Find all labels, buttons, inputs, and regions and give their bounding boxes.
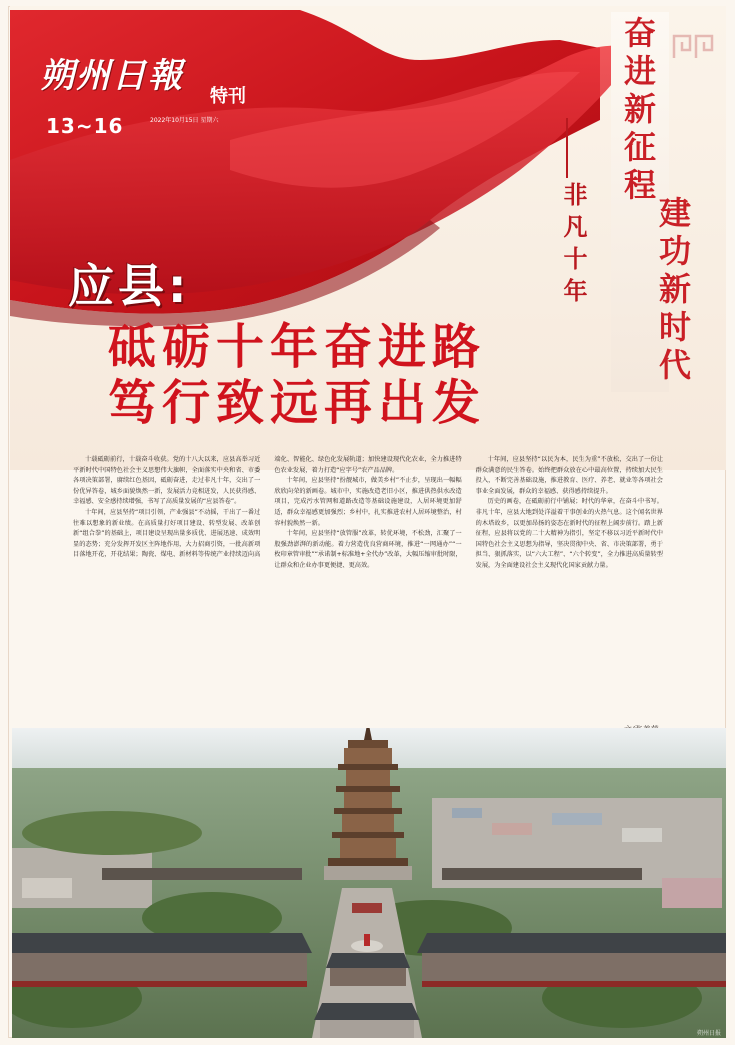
county-label: 应县: [68, 259, 191, 313]
subtitle-dash [566, 118, 568, 178]
article-paragraph: 十年间，应县坚持“项目引领，产业强县”不动摇，干出了一番过往难以想象的新业绩。在高质量打好项目建设、转型发展、改革创新“组合拳”的基础上，项目建设呈现出量多质优、进展迅速、成效明显的态势；充分发挥开发区主阵地作用，大力招商引资，一批高新项目落地开花，开花结果；陶瓷、煤电、新材料等传统产业持续迈向高端化、智能化、绿色化发展轨道；加快建设现代化农业，全力推进特色农业发展，着力打造“应字号”农产品品牌。 [73, 456, 462, 559]
article-body [73, 455, 663, 710]
motto-line-2: 建功新时代 [654, 196, 692, 386]
article-paragraph: 十年间，应县坚持“放管服”改革，转优环境，不松劲，汇聚了一股强劲澎湃的新动能。着力营造优良营商环境，推进“一网通办”“一枚印章管审批”“承诺制+标准地+全代办”改革，大幅压缩审批时限，让群众和企业办事更便捷、更高效。 [274, 530, 462, 569]
subtitle-vertical: 非凡十年 [559, 182, 588, 310]
fret-pattern-icon [672, 32, 714, 60]
motto-line-1: 奋进新征程 [619, 16, 657, 206]
article-paragraph: 十年间，应县坚持“以民为本，民生为重”不放松，交出了一份让群众满意的民生答卷。始终把群众放在心中最高位置，持续加大民生投入，不断完善基础设施，推进教育、医疗、养老、就业等各项社会事业全面发展，群众的幸福感、获得感持续提升。 [475, 456, 663, 495]
article-paragraph: 历史的画卷，在砥砺前行中铺展；时代的华章，在奋斗中书写。非凡十年，应县大地到处洋溢着干事创业的火热气息。这个闻名世界的木塔故乡，以更加昂扬的姿态在新时代的征程上阔步前行。踏上新征程，应县将以党的二十大精神为指引，坚定不移以习近平新时代中国特色社会主义思想为指导，坚决贯彻中央、省、市决策部署，勇于担当、狠抓落实，以“六大工程”、“六个转变”，全力推进高质量转型发展，为全面建设社会主义现代化国家贡献力量。 [475, 498, 663, 569]
special-issue-tag: 特刊 [210, 86, 246, 107]
headline-line-1: 砥砺十年奋进路 [108, 319, 487, 375]
watermark: 朔州日报 [696, 1030, 721, 1037]
article-paragraph: 十年间，应县坚持“扮靓城市，做美乡村”不止步，呈现出一幅幅欣欣向荣的新画卷。城市中，实施改造老旧小区，推进供热供水改造项目，完成污水管网和道路改造等基础设施建设，人居环境更加舒适，群众幸福感更加强烈；乡村中，扎实推进农村人居环境整治，村容村貌焕然一新。 [274, 477, 462, 527]
dateline: 2022年10月15日 星期六 [150, 117, 219, 124]
masthead-title: 朔州日報 [40, 56, 184, 96]
page-range: 13~16 [46, 114, 124, 138]
headline-line-2: 笃行致远再出发 [108, 375, 487, 431]
article-paragraph: 十载砥砺前行，十载奋斗收获。党的十八大以来，应县高举习近平新时代中国特色社会主义思想伟大旗帜，全面落实中央和省、市委各项决策部署，赓续红色基因，砥砺奋进，走过非凡十年，交出了一份优异答卷，城乡面貌焕然一新，发展活力竞相迸发，人民获得感、幸福感、安全感持续增强，书写了高质量发展的“应县答卷”。 [73, 456, 261, 506]
pagoda-aerial-photo [12, 728, 726, 1038]
